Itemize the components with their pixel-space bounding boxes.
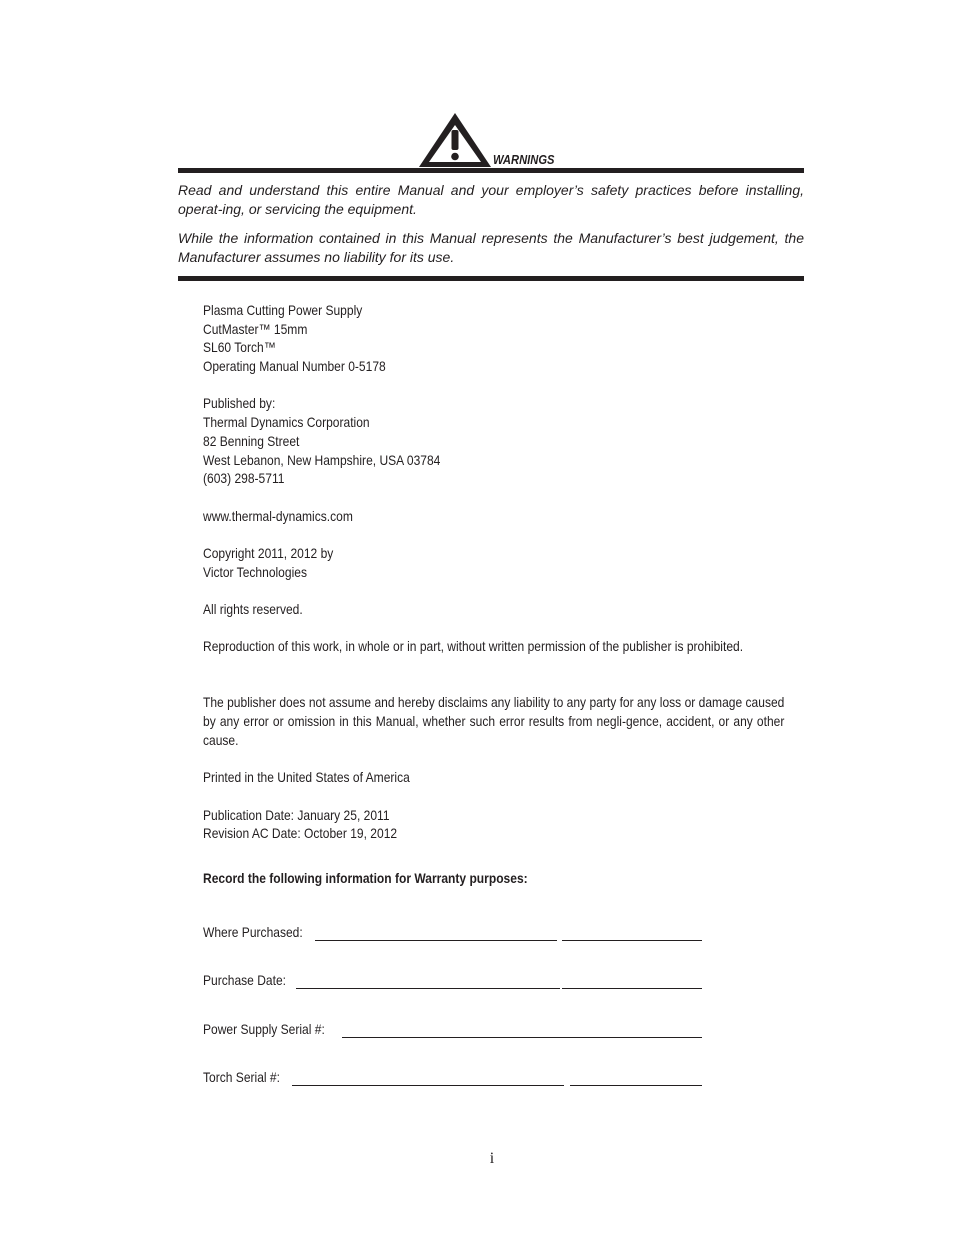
field-blank-line bbox=[315, 940, 557, 941]
rights-notice: All rights reserved. bbox=[203, 601, 303, 617]
power-supply-serial-field bbox=[203, 1021, 703, 1041]
top-rule bbox=[178, 168, 804, 173]
copyright-line: Victor Technologies bbox=[203, 563, 307, 580]
manual-number: Operating Manual Number 0-5178 bbox=[203, 358, 386, 375]
product-line: Plasma Cutting Power Supply bbox=[203, 302, 363, 318]
website-link: www.thermal-dynamics.com bbox=[203, 507, 353, 524]
reproduction-notice: Reproduction of this work, in whole or in part, without written permission of the publisher is prohibited. bbox=[203, 638, 744, 655]
publisher-phone: (603) 298-5711 bbox=[203, 470, 285, 487]
warnings-heading: WARNINGS bbox=[493, 152, 555, 167]
where-purchased-field bbox=[203, 924, 703, 944]
field-blank-line bbox=[342, 1037, 554, 1038]
field-blank-line bbox=[562, 988, 702, 989]
field-blank-line bbox=[292, 1085, 564, 1086]
warning-paragraph-read-manual: Read and understand this entire Manual and your employer’s safety practices before installing, operat-ing, or servicing the equipment. bbox=[178, 182, 804, 217]
disclaimer-notice: The publisher does not assume and hereby disclaims any liability to any party for any loss or damage caused by any error or omission in this Manual, whether such error results from negli-gence, accident, or any other cause. bbox=[203, 694, 785, 748]
field-blank-line bbox=[570, 1085, 702, 1086]
publisher-line: Thermal Dynamics Corporation bbox=[203, 414, 370, 431]
bottom-rule bbox=[178, 276, 804, 281]
purchase-date-field bbox=[203, 972, 703, 992]
field-blank-line bbox=[562, 940, 702, 941]
dates-block bbox=[203, 806, 785, 843]
copyright-block bbox=[203, 544, 785, 581]
copyright-line: Copyright 2011, 2012 by bbox=[203, 544, 334, 561]
torch-serial-field bbox=[203, 1069, 703, 1089]
publisher-line: 82 Benning Street bbox=[203, 432, 300, 449]
publisher-line: West Lebanon, New Hampshire, USA 03784 bbox=[203, 451, 441, 468]
field-label: Torch Serial #: bbox=[203, 1069, 280, 1085]
product-block bbox=[203, 301, 785, 376]
warning-triangle-icon bbox=[418, 112, 492, 168]
field-label: Where Purchased: bbox=[203, 924, 303, 940]
product-line: CutMaster™ 15mm bbox=[203, 320, 308, 337]
field-blank-line bbox=[296, 988, 560, 989]
page-number: i bbox=[489, 1150, 495, 1167]
publisher-block bbox=[203, 394, 785, 487]
field-label: Purchase Date: bbox=[203, 972, 286, 988]
printed-notice: Printed in the United States of America bbox=[203, 769, 410, 786]
field-label: Power Supply Serial #: bbox=[203, 1021, 325, 1037]
publisher-line: Published by: bbox=[203, 395, 276, 412]
revision-date: Revision AC Date: October 19, 2012 bbox=[203, 825, 398, 842]
field-blank-line bbox=[554, 1037, 702, 1038]
product-line: SL60 Torch™ bbox=[203, 339, 276, 356]
warranty-heading: Record the following information for Warranty purposes: bbox=[203, 870, 528, 886]
publication-date: Publication Date: January 25, 2011 bbox=[203, 806, 390, 823]
warning-paragraph-liability: While the information contained in this Manual represents the Manufacturer’s best judgement, the Manufacturer assumes no liability for its use. bbox=[178, 230, 804, 265]
manual-info bbox=[203, 301, 785, 862]
